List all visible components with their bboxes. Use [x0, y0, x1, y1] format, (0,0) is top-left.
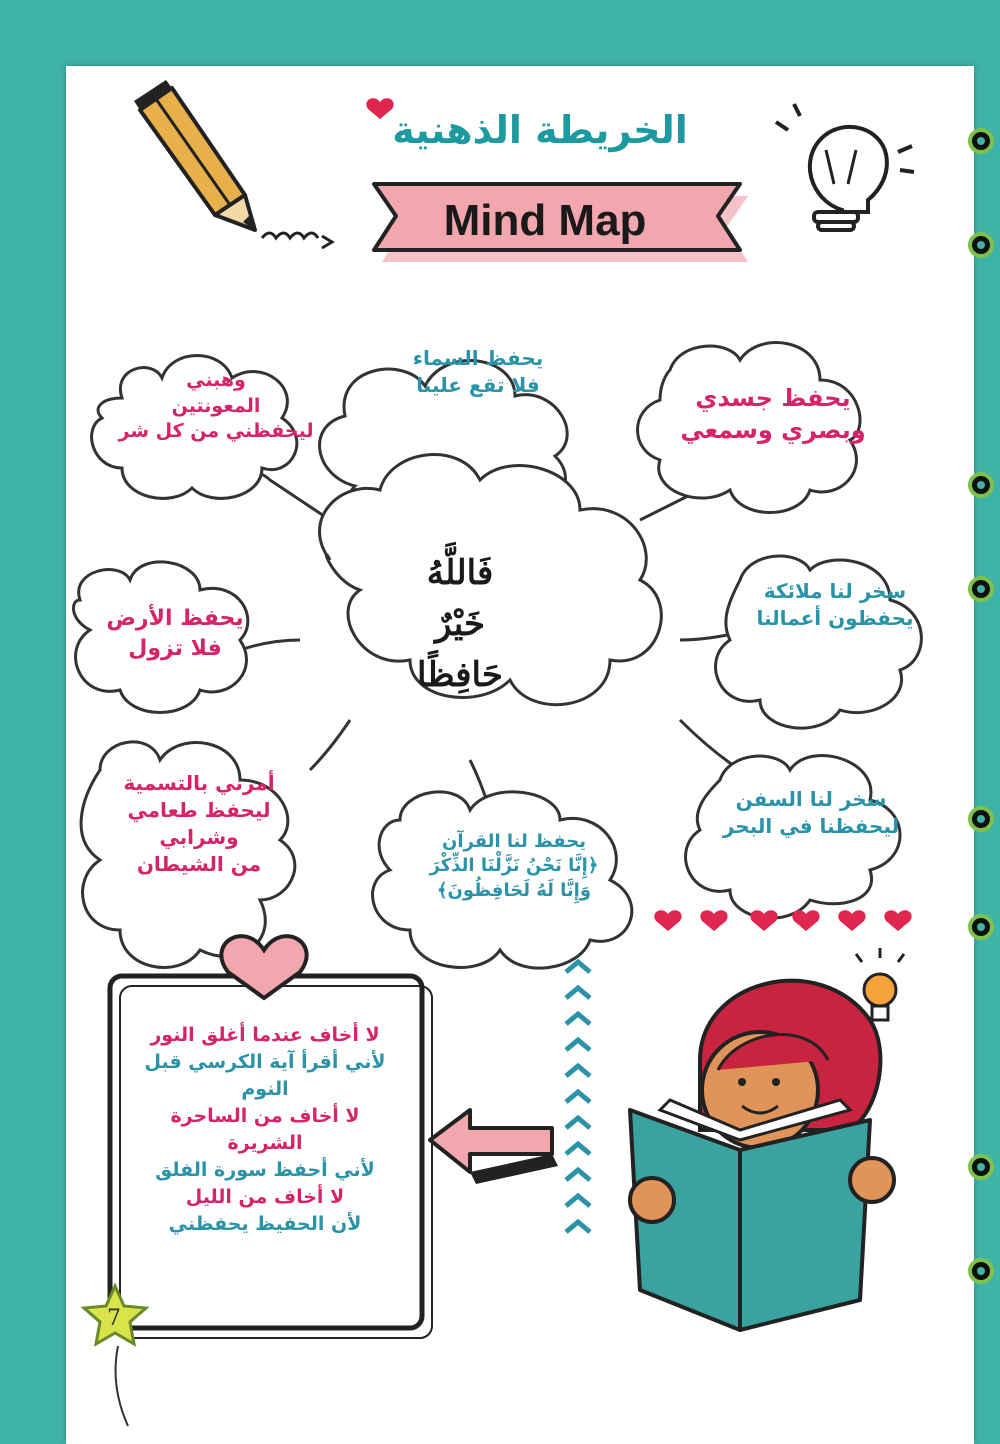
chevron-up-icons	[566, 962, 590, 1232]
center-line: خَيْرٌ	[434, 604, 486, 644]
cloud-line: ليحفظنا في البحر	[722, 814, 900, 838]
cloud-line: يحفظ الأرض	[106, 606, 244, 631]
cloud-line: سخر لنا ملائكة	[763, 579, 907, 603]
cloud-line: فلا تقع علينا	[416, 373, 540, 397]
box-line: لأن الحفيظ يحفظني	[168, 1212, 362, 1235]
cloud-line: فلا تزول	[128, 635, 222, 661]
cloud-line: وشرابي	[159, 825, 239, 849]
cloud-line: ليحفظني من كل شر	[118, 420, 314, 443]
cloud-bottom-left	[104, 770, 294, 878]
cloud-mid-right	[740, 578, 930, 632]
cloud-mid-left	[80, 604, 270, 663]
box-line: النوم	[241, 1077, 289, 1100]
cloud-line: يحفظ لنا القرآن	[442, 831, 586, 852]
cloud-line: وبصري وسمعي	[680, 416, 866, 445]
title-english: Mind Map	[443, 196, 647, 245]
cloud-bottom-center	[396, 830, 632, 903]
cloud-line: سخر لنا السفن	[735, 787, 887, 811]
cloud-line: من الشيطان	[136, 852, 262, 876]
cloud-line: وهبني	[186, 369, 246, 391]
center-line: حَافِظًا	[417, 655, 503, 695]
box-line: لا أخاف عندما أغلق النور	[150, 1024, 380, 1046]
cloud-line: يحفظ جسدي	[695, 384, 851, 412]
pencil-icon	[134, 80, 332, 248]
box-line: لأني أقرأ آية الكرسي قبل	[144, 1050, 386, 1073]
cloud-line: المعونتين	[171, 394, 261, 417]
center-line: فَاللَّهُ	[426, 553, 494, 593]
cloud-line: وَإِنَّا لَهُ لَحَافِظُونَ﴾	[436, 879, 592, 901]
cloud-line: ليحفظ طعامي	[127, 798, 271, 822]
cloud-line: يحفظون أعمالنا	[756, 606, 914, 630]
cloud-bottom-right	[716, 786, 906, 840]
light-bulb-icon	[776, 104, 914, 230]
box-line: الشريرة	[227, 1131, 303, 1154]
box-line: لأني أحفظ سورة الفلق	[155, 1158, 375, 1181]
page-number: 7	[107, 1306, 121, 1331]
box-text	[122, 1022, 408, 1238]
cloud-line: أمرني بالتسمية	[123, 771, 275, 795]
cloud-line: ﴿إِنَّا نَحْنُ نَزَّلْنَا الذِّكْرَ	[429, 855, 599, 877]
cloud-top-right	[668, 382, 878, 447]
child-reading-illustration	[630, 981, 894, 1330]
arrow-left-icon	[430, 1110, 558, 1184]
cloud-line: يحفظ السماء	[412, 346, 544, 370]
title-arabic: الخريطة الذهنية	[392, 108, 688, 152]
center-cloud-text	[370, 548, 550, 701]
cloud-top-left	[106, 368, 326, 445]
cloud-top	[378, 345, 578, 399]
box-line: لا أخاف من الساحرة	[170, 1104, 360, 1127]
box-line: لا أخاف من الليل	[185, 1185, 345, 1208]
